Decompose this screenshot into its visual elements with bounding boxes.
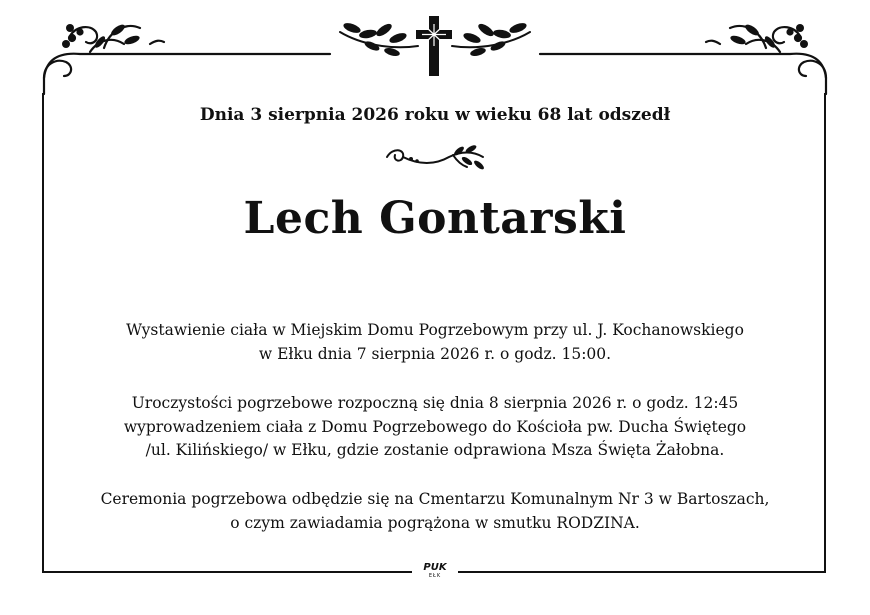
leaf-swirl-icon — [383, 143, 487, 173]
burial-paragraph — [60, 488, 810, 535]
death-announcement-headline: Dnia 3 sierpnia 2026 roku w wieku 68 lat odszedł — [199, 105, 671, 125]
funeral-mass-paragraph — [60, 392, 810, 463]
left-floral-swirl-icon — [44, 26, 330, 94]
paragraph-line: Ceremonia pogrzebowa odbędzie się na Cmentarzu Komunalnym Nr 3 w Bartoszach, — [100, 490, 770, 508]
logo-main-text: PUK — [423, 562, 447, 573]
puk-elk-logo — [412, 563, 458, 583]
frame-left-border — [42, 93, 44, 573]
paragraph-line: Uroczystości pogrzebowe rozpoczną się dnia 8 sierpnia 2026 r. o godz. 12:45 — [131, 394, 739, 412]
cross-with-laurel-icon — [340, 16, 530, 76]
paragraph-line: /ul. Kilińskiego/ w Ełku, gdzie zostanie odprawiona Msza Święta Żałobna. — [145, 441, 725, 459]
top-ornament — [0, 0, 870, 100]
paragraph-line: Wystawienie ciała w Miejskim Domu Pogrzebowym przy ul. J. Kochanowskiego — [126, 321, 744, 339]
frame-bottom-border-left — [42, 571, 412, 573]
paragraph-line: w Ełku dnia 7 sierpnia 2026 r. o godz. 15:00. — [258, 344, 612, 363]
logo-sub-text: EŁK — [428, 573, 442, 579]
paragraph-line: o czym zawiadamia pogrążona w smutku RODZINA. — [230, 513, 640, 532]
paragraph-line: wyprowadzeniem ciała z Domu Pogrzebowego do Kościoła pw. Ducha Świętego — [123, 417, 747, 436]
viewing-paragraph — [60, 319, 810, 366]
frame-right-border — [824, 93, 826, 573]
right-floral-swirl-icon — [540, 26, 826, 94]
frame-bottom-border-right — [458, 571, 826, 573]
deceased-name: Lech Gontarski — [243, 193, 627, 244]
